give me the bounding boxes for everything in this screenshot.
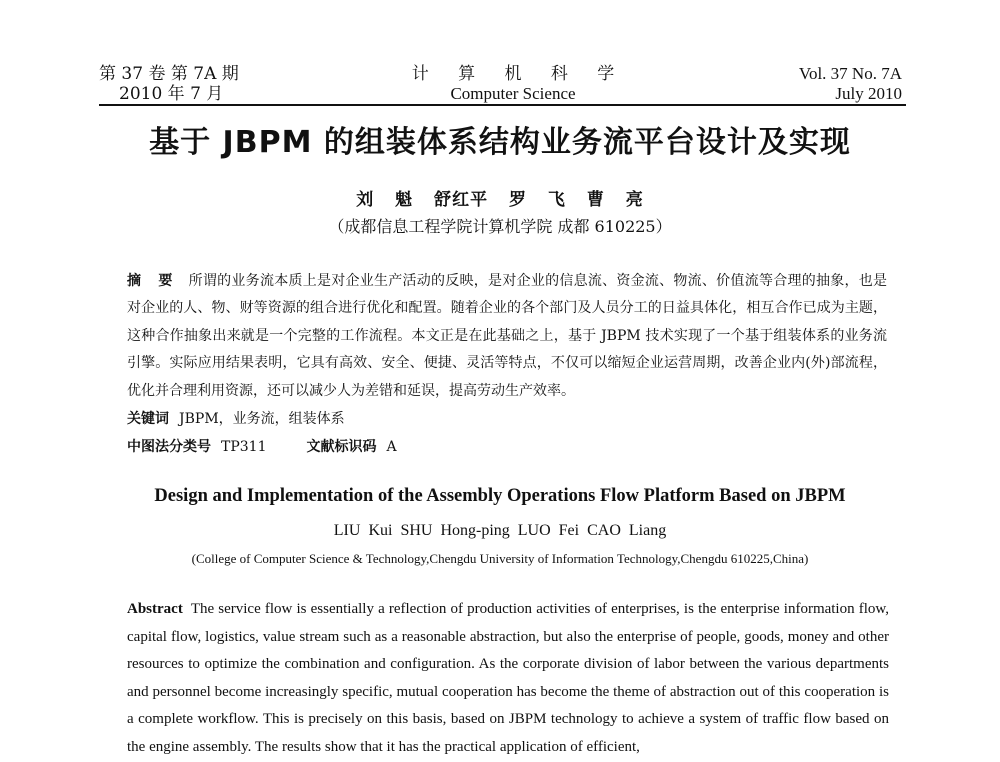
abstract-en-text: The service flow is essentially a reflection of production activities of enterprises, is the enterprise information flow, capital flow, logistics, value stream such as a reasonable abstraction, but also the enterprise of people, goods, money and other resources to optimize the combination and configuration. As the corporate division of labor between the various departments and personnel become increasingly specific, mutual cooperation has become the theme of abstraction out of this cooperation is a complete workflow. This is precisely on this basis, based on JBPM technology to achieve a system of traffic flow based on the engine assembly. The results show that it has the practical application of efficient,: [127, 601, 889, 755]
authors-en: LIU Kui SHU Hong-ping LUO Fei CAO Liang: [333, 522, 667, 539]
header-volume-cn: [99, 64, 239, 104]
clc-label: 中图法分类号: [127, 439, 211, 455]
header-volume-en: [799, 64, 902, 104]
journal-name-en: Computer Science: [450, 84, 576, 103]
journal-name-cn: 计 算 机 科 学: [411, 64, 627, 84]
doc-code-value: A: [386, 439, 397, 455]
paper-title-en: Design and Implementation of the Assembly Operations Flow Platform Based on JBPM: [154, 486, 846, 506]
abstract-cn: [127, 268, 887, 405]
header-journal: [393, 64, 633, 104]
paper-title-cn: 基于 JBPM 的组装体系结构业务流平台设计及实现: [149, 125, 851, 160]
affiliation-en: (College of Computer Science & Technology,Chengdu University of Information Technology,Chengdu 610225,China): [191, 551, 809, 566]
abstract-cn-text: 所谓的业务流本质上是对企业生产活动的反映，是对企业的信息流、资金流、物流、价值流等合理的抽象，也是对企业的人、物、财等资源的组合进行优化和配置。随着企业的各个部门及人员分工的日益具体化，相互合作已成为主题，这种合作抽象出来就是一个完整的工作流程。本文正是在此基础之上，基于 JBPM 技术实现了一个基于组装体系的业务流引擎。实际应用结果表明，它具有高效、安全、便捷、灵活等特点，不仅可以缩短企业运营周期，改善企业内(外)部流程，优化并合理利用资源，还可以减少人为差错和延误，提高劳动生产效率。: [127, 273, 888, 399]
clc-value: TP311: [221, 439, 267, 455]
doc-code-label: 文献标识码: [306, 439, 377, 455]
header-rule: [99, 104, 906, 106]
keywords-label: 关键词: [127, 411, 169, 427]
volume-en: Vol. 37 No. 7A: [798, 64, 902, 83]
abstract-en-label: Abstract: [127, 601, 183, 617]
keywords-text: JBPM，业务流，组装体系: [179, 411, 345, 427]
date-en: July 2010: [835, 84, 902, 103]
abstract-en: [127, 596, 889, 762]
abstract-cn-label: 摘 要: [127, 273, 179, 289]
classification-line: [127, 436, 397, 456]
keywords-line: [127, 408, 345, 428]
volume-cn: 第 37 卷 第 7A 期: [99, 64, 239, 84]
date-cn: 2010 年 7 月: [119, 84, 224, 104]
affiliation-cn: （成都信息工程学院计算机学院 成都 610225）: [328, 217, 672, 236]
authors-cn: 刘 魁 舒红平 罗 飞 曹 亮: [356, 190, 644, 210]
